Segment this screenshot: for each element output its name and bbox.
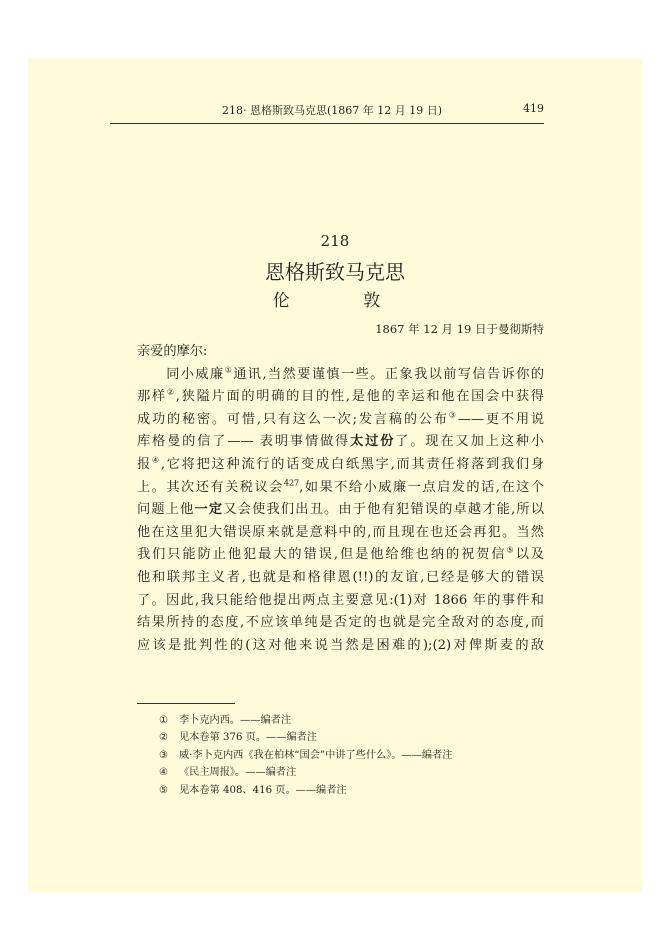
- body-text: ,狭隘片面的明确的目的性,是他的幸运和他在国会中获得: [175, 389, 544, 405]
- body-text: ,如果不给小威廉一点启发的话,在这个: [299, 479, 544, 495]
- letter-dateline: 1867 年 12 月 19 日于曼彻斯特: [375, 322, 544, 336]
- body-line: [137, 409, 544, 432]
- body-text: ,它将把这种流行的话变成白纸黑字,而其责任将落到我们身: [160, 456, 544, 472]
- body-text: 库格曼的信了—— 表明事情做得: [137, 434, 351, 450]
- body-text: 通讯,当然要谨慎一些。正象我以前写信告诉你的: [233, 366, 545, 382]
- body-text: 结果所持的态度,不应该单纯是否定的也就是完全敌对的态度,而: [137, 615, 544, 631]
- footnote-item: [159, 747, 452, 764]
- body-line: [137, 635, 544, 658]
- footnote-text: 李卜克内西。——编者注: [179, 715, 292, 726]
- body-line: [137, 590, 544, 613]
- body-text: 同小威廉: [137, 366, 225, 382]
- footnote-mark: ②: [159, 732, 169, 744]
- footnote-ref: 427: [283, 478, 300, 488]
- body-text: 报: [137, 456, 152, 472]
- footnote-item: [159, 729, 452, 746]
- body-line: [137, 544, 544, 567]
- footnote-ref: ②: [166, 387, 176, 397]
- body-text: 上。其次还有关税议会: [137, 479, 284, 495]
- body-text: 他和联邦主义者,也就是和格律恩(!!)的友谊,已经是够大的错误: [137, 569, 544, 585]
- footnote-ref: ①: [224, 365, 234, 375]
- footnote-item: [159, 712, 452, 729]
- body-text: 应该是批判性的(这对他来说当然是困难的);(2)对俾斯麦的敌: [137, 637, 544, 653]
- body-text: 问题上他: [137, 502, 195, 518]
- body-line: [137, 454, 544, 477]
- footnote-mark: ④: [159, 767, 169, 779]
- footnote-ref: ④: [151, 455, 161, 465]
- footnote-rule: [137, 703, 235, 704]
- body-line: [137, 522, 544, 545]
- body-text: 又会使我们出丑。由于他有犯错误的卓越才能,所以: [223, 502, 545, 518]
- running-title: 218· 恩格斯致马克思(1867 年 12 月 19 日): [222, 104, 443, 117]
- footnote-mark: ①: [159, 715, 169, 726]
- emphasis-text: 太过份: [350, 434, 396, 450]
- footnote-ref: ③: [448, 410, 458, 420]
- body-line: [137, 386, 544, 409]
- footnotes: [159, 712, 452, 799]
- letter-body: [137, 341, 544, 657]
- body-text: 以及: [515, 547, 545, 563]
- body-line: [137, 567, 544, 590]
- running-header: [110, 102, 544, 124]
- body-line: [137, 364, 544, 387]
- footnote-text: 见本卷第 408、416 页。——编者注: [179, 784, 347, 796]
- body-text: ——更不用说: [457, 411, 545, 427]
- salutation: 亲爱的摩尔:: [137, 344, 208, 359]
- body-line: [137, 477, 544, 500]
- letter-place: 伦 敦: [272, 291, 415, 311]
- body-line: [137, 499, 544, 522]
- footnote-text: 威·李卜克内西《我在柏林“国会”中讲了些什么》。——编者注: [179, 749, 453, 761]
- body-text: 成功的秘密。可惜,只有这么一次;发言稿的公布: [137, 411, 449, 427]
- footnote-mark: ③: [159, 749, 169, 761]
- page-number: 419: [523, 102, 544, 115]
- letter-number: 218: [320, 232, 350, 250]
- emphasis-text: 一定: [194, 502, 224, 518]
- body-text: 了。因此,我只能给他提出两点主要意见:(1)对 1866 年的事件和: [137, 592, 544, 608]
- body-text: 他在这里犯大错误原来就是意料中的,而且现在也还会再犯。当然: [137, 524, 544, 540]
- body-text: 那样: [137, 389, 167, 405]
- letter-title: 恩格斯致马克思: [265, 260, 405, 284]
- footnote-mark: ⑤: [159, 784, 169, 796]
- footnote-ref: ⑤: [506, 545, 516, 555]
- body-text: 我们只能防止他犯最大的错误,但是他给维也纳的祝贺信: [137, 547, 507, 563]
- body-line: [137, 612, 544, 635]
- footnote-text: 《民主周报》。——编者注: [179, 767, 297, 779]
- footnote-item: [159, 764, 452, 781]
- footnote-item: [159, 782, 452, 799]
- body-line: [137, 431, 544, 454]
- footnote-text: 见本卷第 376 页。——编者注: [179, 732, 317, 744]
- body-text: 了。现在又加上这种小: [395, 434, 544, 450]
